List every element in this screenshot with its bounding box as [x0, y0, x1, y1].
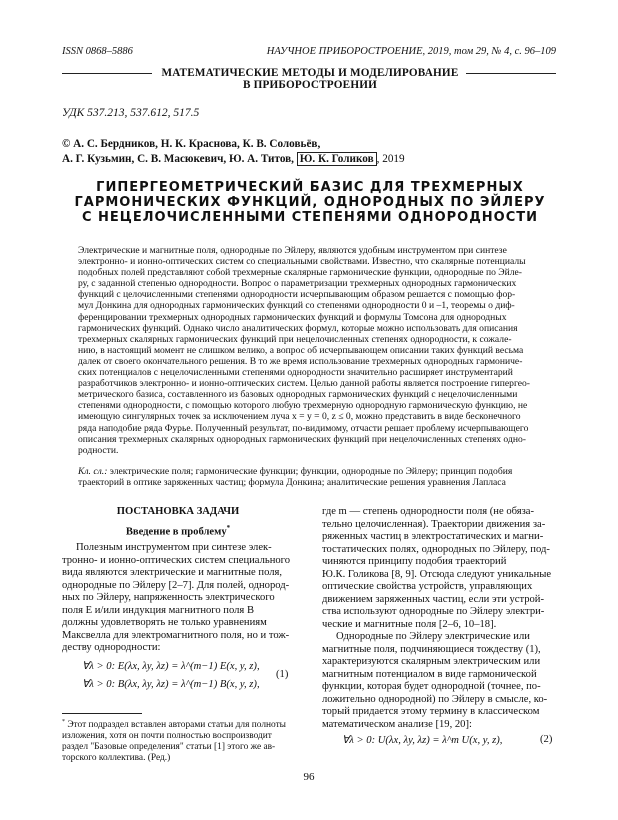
abstract-line: далек от своего окончательного решения. В то же время использование трехмерных однородных гармониче-	[78, 355, 523, 367]
corresponding-author-boxed: Ю. К. Голиков	[297, 152, 377, 166]
section-rule-right	[466, 73, 556, 74]
abstract-line: имеющую сингулярных точек за исключением луча x = y = 0, z ≤ 0, можно представить в виде бесконечного	[78, 411, 521, 423]
intro-line: Полезным инструментом при синтезе элек-	[76, 542, 272, 553]
abstract-line: подобных полей представляют собой трехмерные скалярные гармонические функции, однородные по Эйле-	[78, 267, 522, 279]
right-line: магнитным потенциалом в виде гармонической	[322, 668, 537, 680]
section-heading: ПОСТАНОВКА ЗАДАЧИ	[116, 506, 240, 517]
right-line: тельно целочисленная). Траектории движения за-	[322, 518, 546, 530]
authors-line1: © А. С. Бердников, Н. К. Краснова, К. В. Соловьёв,	[62, 138, 321, 150]
keywords-line2: траекторий в оптике заряженных частиц; формула Донкина; аналитические решения уравнения Лапласа	[78, 477, 506, 489]
equation-number-1: (1)	[276, 669, 289, 680]
udk-code: УДК 537.213, 537.612, 517.5	[62, 107, 200, 119]
subsection-heading	[62, 524, 294, 538]
abstract-line: ряда наподобие ряда Фурье. Полученный результат, по-видимому, отчасти решает проблему исчерпывающего	[78, 422, 529, 434]
intro-paragraph	[62, 542, 294, 655]
right-line: ряженных частиц в электростатических и магни-	[322, 531, 544, 542]
right-line: ческие и магнитные поля [2–6, 10–18].	[322, 618, 497, 630]
keywords-label: Кл. сл.:	[78, 466, 108, 477]
right-line: функции, которая будет однородной (точнее, по-	[322, 681, 541, 692]
journal-issn: ISSN 0868–5886	[62, 46, 133, 57]
intro-line: однородные по Эйлеру [2–7]. Для полей, однород-	[62, 579, 290, 591]
right-column-text	[322, 506, 556, 731]
formula-1a: ∀λ > 0: E(λx, λy, λz) = λ^(m−1) E(x, y, z),	[82, 661, 260, 672]
formula-2: ∀λ > 0: U(λx, λy, λz) = λ^m U(x, y, z),	[342, 735, 503, 746]
right-line: Однородные по Эйлеру электрические или	[336, 631, 530, 642]
abstract-line: метрического базиса, составленного из базовых однородных гармонических функций с нецелочисленными	[78, 389, 518, 401]
abstract-line: описания трехмерных скалярных однородных гармонических функций при нецелочисленных степенях одно-	[78, 433, 526, 445]
abstract-line: ских потенциалов с нецелочисленными степенями однородности значительно расширяет инструментарий	[78, 367, 513, 379]
abstract-line: родности.	[78, 444, 119, 456]
journal-citation: НАУЧНОЕ ПРИБОРОСТРОЕНИЕ, 2019, том 29, № 4, c. 96–109	[266, 46, 556, 57]
keywords-line1	[78, 466, 540, 477]
right-line: движением заряженных частиц, если эти устрой-	[322, 593, 544, 605]
keywords	[78, 466, 540, 488]
right-line: чиняются принципу подобия траекторий	[322, 556, 507, 567]
footnote-line1	[62, 717, 294, 731]
abstract-line: мул Донкина для однородных гармонических функций со степенями однородности 0 и –1, теоремы о диф-	[78, 300, 515, 312]
abstract-line: Электрические и магнитные поля, однородные по Эйлеру, являются удобным инструментом при синтезе	[78, 245, 507, 256]
article-title-line1: ГИПЕРГЕОМЕТРИЧЕСКИЙ БАЗИС ДЛЯ ТРЕХМЕРНЫХ	[96, 180, 524, 195]
abstract-line: ференцировании трехмерных однородных гармонических функций и формулы Томсона для однородных	[78, 311, 507, 323]
intro-line: Максвелла для электромагнитного поля, но и тож-	[62, 629, 290, 641]
right-line: ства используют однородные по Эйлеру электри-	[322, 606, 545, 617]
abstract-line: разработчиков электронно- и ионно-оптических систем. Целью данной работы является построение гипергео-	[78, 378, 531, 390]
abstract-line: степенями однородности, с помощью которого любую трехмерную однородную гармоническую функцию, не	[78, 400, 528, 412]
authors-line2	[62, 153, 405, 165]
article-title-line2: ГАРМОНИЧЕСКИХ ФУНКЦИЙ, ОДНОРОДНЫХ ПО ЭЙЛЕРУ	[74, 195, 546, 210]
section-title-line2: В ПРИБОРОСТРОЕНИИ	[242, 79, 378, 91]
right-line: магнитные поля, подчиняющиеся тождеству (1),	[322, 643, 541, 655]
article-title-line3: С НЕЦЕЛОЧИСЛЕННЫМИ СТЕПЕНЯМИ ОДНОРОДНОСТИ	[81, 210, 538, 225]
footnote-text: Этот подраздел вставлен авторами статьи для полноты	[65, 720, 286, 731]
footnote	[62, 717, 294, 764]
intro-line: должны удовлетворять не только уравнениям	[62, 617, 267, 628]
right-line: торый придается этому термину в классическом	[322, 706, 540, 717]
abstract-line: ру, с заданной степенью однородности. Вопрос о параметризации трехмерных однородных гармонических	[78, 278, 517, 290]
keywords-text: электрические поля; гармонические функции; функции, однородные по Эйлеру; принцип подобия	[107, 466, 513, 477]
subsection-footnote-mark: *	[226, 524, 231, 532]
section-rule-left	[62, 73, 152, 74]
authors-line2-text: А. Г. Кузьмин, С. В. Масюкевич, Ю. А. Титов,	[62, 153, 297, 165]
footnote-line: изложения, хотя он почти полностью воспроизводит	[62, 731, 272, 742]
intro-line: поля E и/или индукция магнитного поля B	[62, 604, 255, 616]
right-line: где m — степень однородности поля (не обяза-	[322, 506, 535, 517]
right-line: Ю.К. Голикова [8, 9]. Отсюда следуют уникальные	[322, 568, 552, 580]
footnote-line: раздел "Базовые определения" статьи [1] этого же ав-	[62, 742, 276, 753]
abstract-line: электронно- и ионно-оптических систем со специальными свойствами. Известно, что скалярные потенциалы	[78, 256, 526, 268]
abstract-line: гармонических функций. Однако число аналитических формул, которые можно использовать для описания	[78, 322, 518, 334]
abstract-line: функций с целочисленными степенями однородности исчерпывающим образом решается с помощью фор-	[78, 289, 516, 301]
abstract-line: нию, в настоящий момент не слишком велико, а вопрос об исчерпывающем описании таких функций весьма	[78, 344, 524, 356]
right-line: математическом анализе [19, 20]:	[322, 718, 472, 730]
footnote-mark: *	[62, 719, 65, 725]
right-line: оптические свойства устройств, управляющих	[322, 581, 533, 592]
section-title-line1: МАТЕМАТИЧЕСКИЕ МЕТОДЫ И МОДЕЛИРОВАНИЕ	[161, 67, 459, 79]
right-line: характеризуются скалярным электрическим или	[322, 656, 541, 667]
subsection-heading-text: Введение в проблему	[125, 526, 227, 538]
page-number: 96	[303, 771, 315, 783]
right-line: ложительно однородной) по Эйлеру в смысле, ко-	[322, 693, 548, 705]
intro-line: ных по Эйлеру, напряженность электрического	[62, 592, 275, 603]
intro-line: вида являются электрические и магнитные поля,	[62, 567, 283, 578]
intro-line: тронно- и ионно-оптических систем специального	[62, 554, 291, 566]
footnote-line: торского коллектива. (Ред.)	[62, 753, 171, 764]
abstract-line: трехмерных скалярных гармонических функций при нецелочисленных степенях однородности, к сожале-	[78, 333, 512, 345]
equation-number-2: (2)	[540, 734, 553, 745]
footnote-rule	[62, 713, 142, 714]
copyright-year: , 2019	[376, 153, 405, 165]
intro-line: деству однородности:	[62, 642, 161, 653]
formula-1b: ∀λ > 0: B(λx, λy, λz) = λ^(m−1) B(x, y, z),	[82, 679, 260, 690]
right-line: тостатических полях, однородных по Эйлеру, под-	[322, 543, 550, 555]
abstract	[78, 245, 540, 456]
